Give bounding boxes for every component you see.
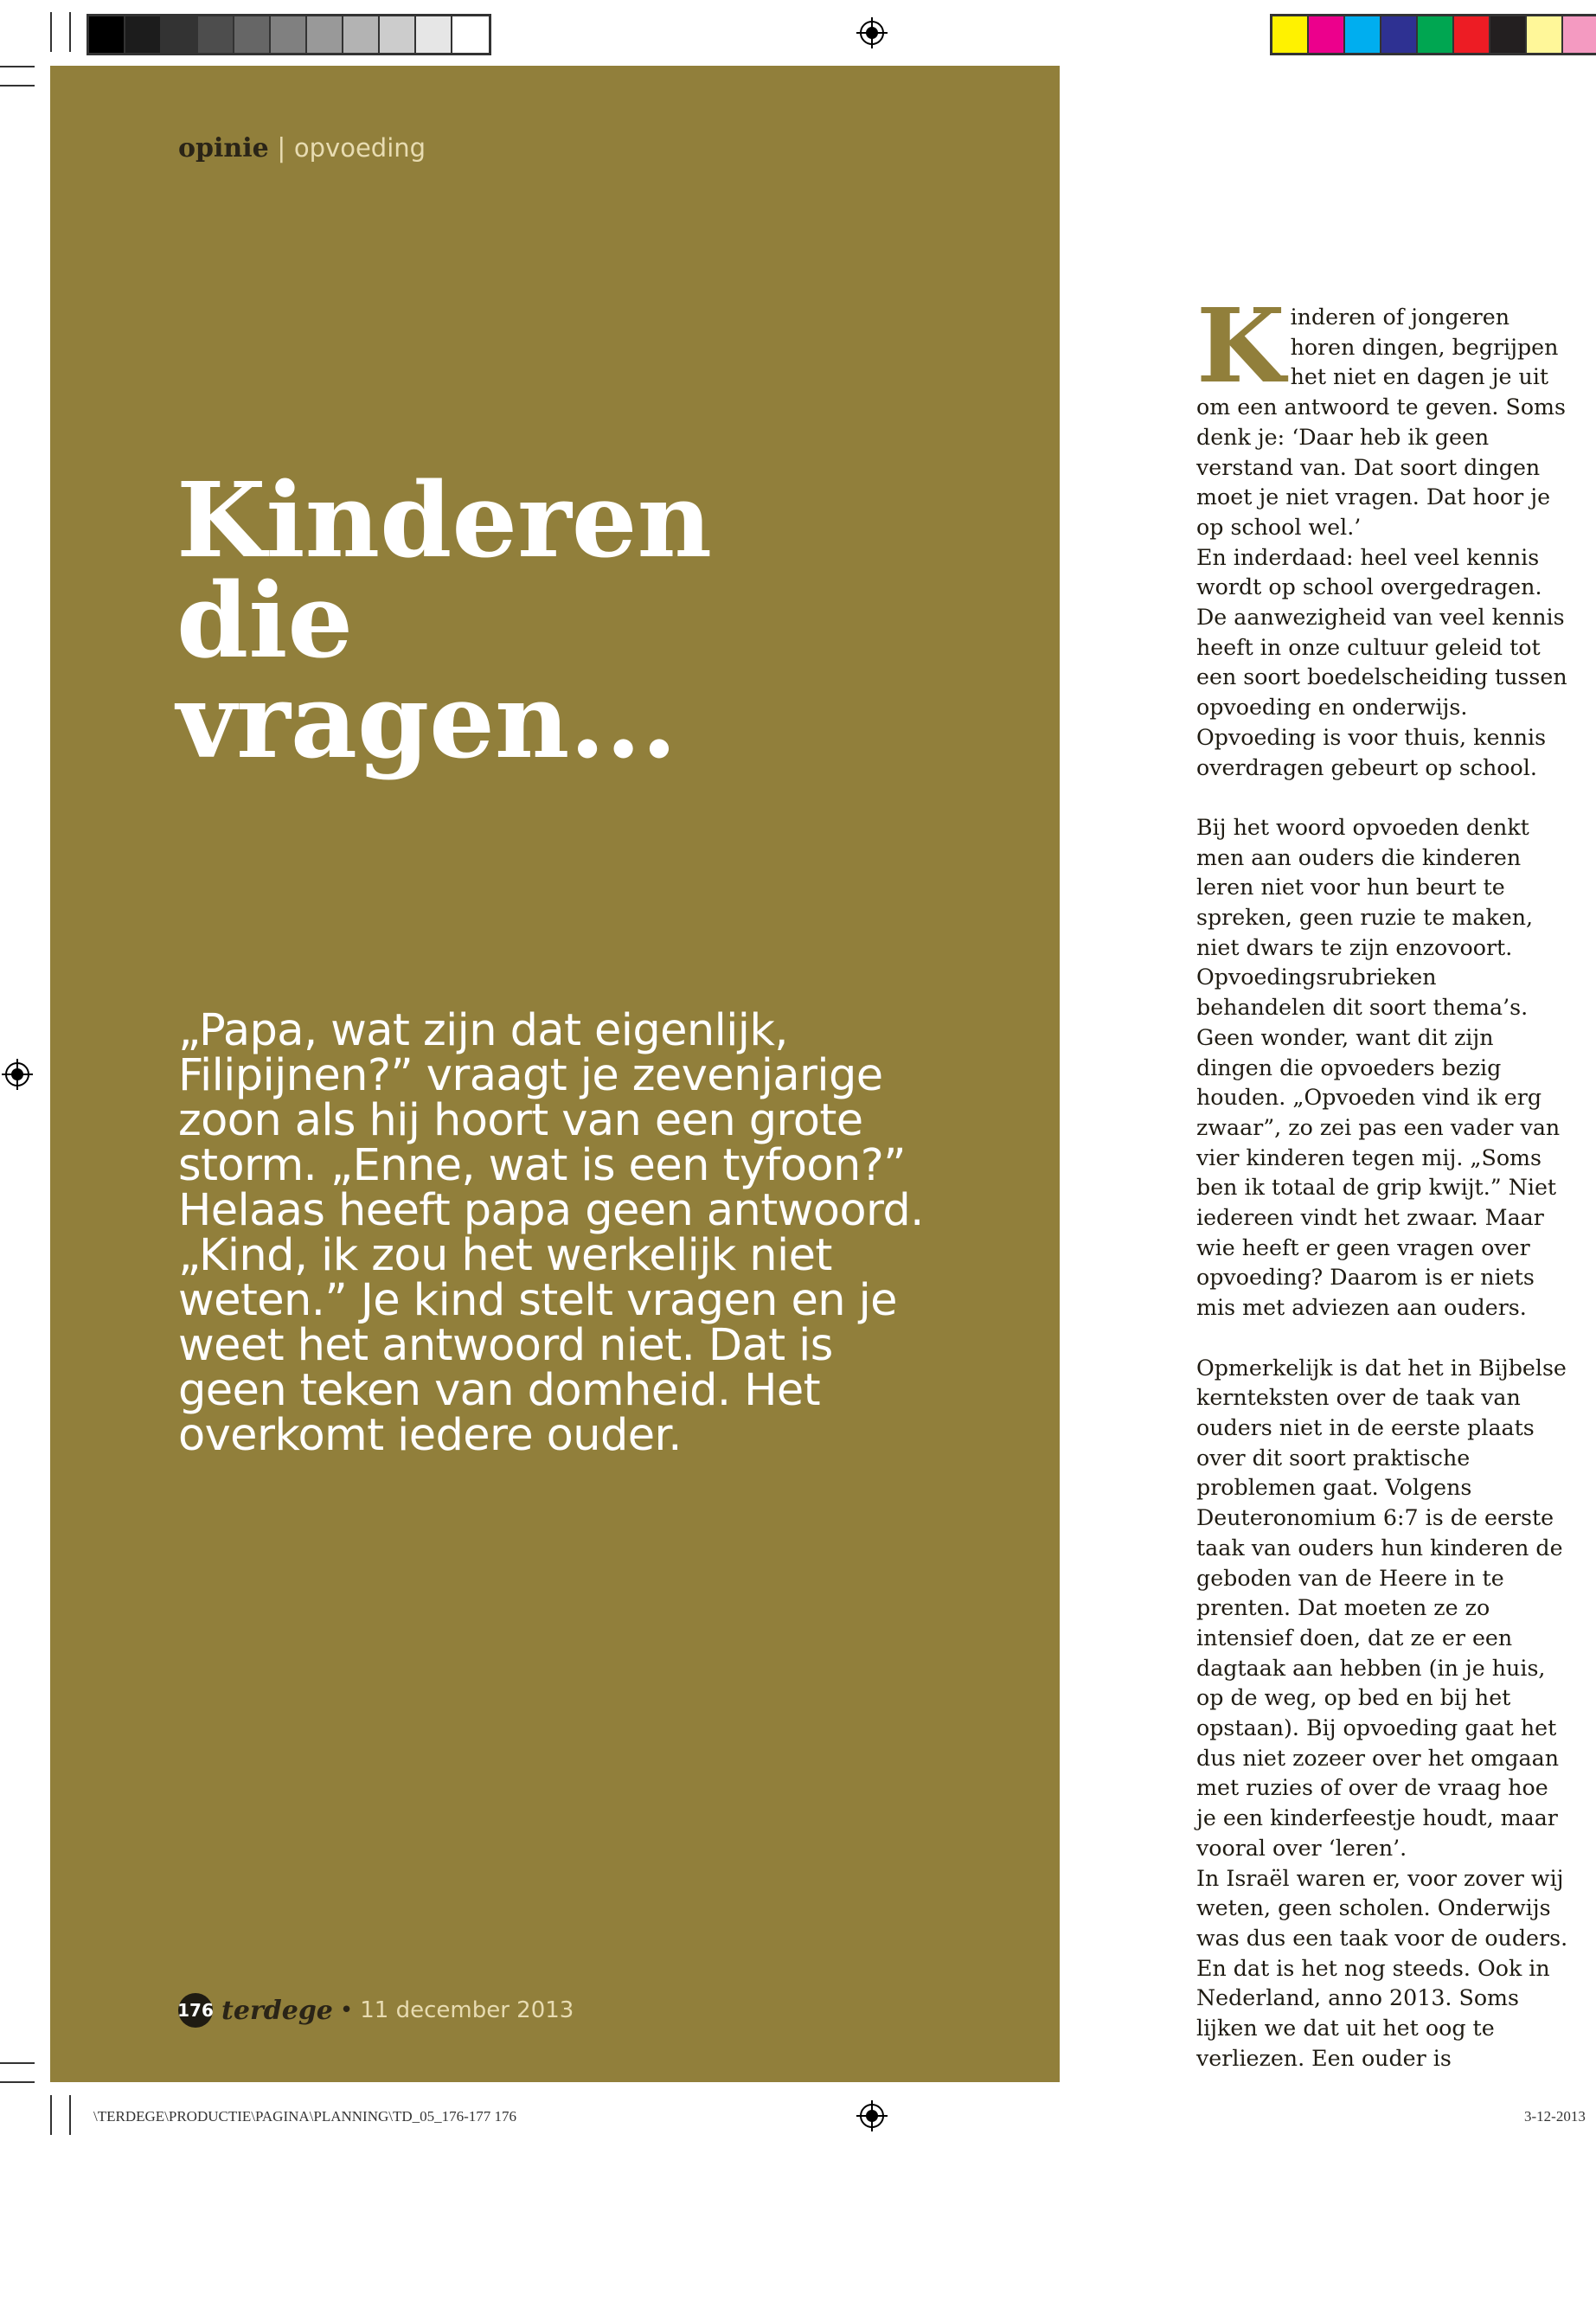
intro-text: „Papa, wat zijn dat eigenlijk, Filipijnen?” vraagt je zevenjarige zoon als hij hoort van een grote storm. „Enne, wat is een tyfoon?” Helaas heeft papa geen antwoord. „Kind, ik zou het werkelijk niet weten.” Je kind stelt vragen en je weet het antwoord niet. Dat is geen teken van domheid. Het overkomt iedere ouder. (178, 1005, 924, 1461)
rubric-separator: | (277, 133, 286, 163)
color-swatch (1345, 16, 1381, 53)
color-swatch (1527, 16, 1563, 53)
magazine-logo: terdege (221, 1995, 333, 2026)
color-swatch (1418, 16, 1454, 53)
article-column (1196, 285, 1568, 2104)
article-paragraph: En inderdaad: heel veel kennis wordt op school overgedragen. De aanwezigheid van veel kennis heeft in onze cultuur geleid tot een soort boedelscheiding tussen opvoeding en onderwijs. Opvoeding is voor thuis, kennis overdragen gebeurt op school. (1196, 544, 1567, 780)
slug-path: \TERDEGE\PRODUCTIE\PAGINA\PLANNING\TD_05_176-177 176 (93, 2108, 517, 2125)
page-number-badge: 176 (178, 1993, 213, 2028)
color-control-strip (1270, 14, 1596, 55)
article-paragraph: Opmerkelijk is dat het in Bijbelse kernteksten over de taak van ouders niet in de eerste plaats over dit soort praktische problemen gaat. Volgens Deuteronomium 6:7 is de eerste taak van ouders hun kinderen de geboden van de Heere in te prenten. Dat moeten ze zo intensief doen, dat ze er een dagtaak aan hebben (in je huis, op de weg, op bed en bij het opstaan). Bij opvoeding gaat het dus niet zozeer over het omgaan met ruzies of over de vraag hoe je een kinderfeestje houdt, maar vooral over ‘leren’. (1196, 1355, 1567, 1861)
color-swatch (343, 16, 380, 53)
color-swatch (416, 16, 452, 53)
crop-mark (69, 2095, 71, 2135)
article-paragraph: In Israël waren er, voor zover wij weten, geen scholen. Onderwijs was dus een taak voor de ouders. En dat is het nog steeds. Ook in Nederland, anno 2013. Soms lijken we dat uit het oog te verliezen. Een ouder is (1196, 1865, 1568, 2071)
color-swatch (89, 16, 125, 53)
olive-panel (50, 66, 1060, 2082)
color-swatch (162, 16, 198, 53)
article-paragraph (1196, 285, 1568, 543)
headline-line: die (176, 561, 354, 682)
crop-mark (0, 66, 35, 67)
issue-date: 11 december 2013 (360, 1997, 574, 2023)
page-title (176, 460, 869, 782)
paragraph-text: inderen of jongeren horen dingen, begrijpen het niet en dagen je uit om een antwoord te geven. Soms denk je: ‘Daar heb ik geen verstand van. Dat soort dingen moet je niet vragen. Dat hoor je op school wel.’ (1196, 304, 1567, 540)
color-swatch (452, 16, 489, 53)
color-swatch (125, 16, 162, 53)
page-footer (178, 1993, 574, 2028)
color-swatch (380, 16, 416, 53)
rubric-topic: opvoeding (293, 133, 426, 163)
gray-control-strip (87, 14, 491, 55)
registration-mark-icon (856, 17, 888, 48)
rubric (178, 133, 426, 163)
crop-mark (50, 2095, 52, 2135)
crop-mark (0, 2062, 35, 2064)
registration-mark-icon (856, 2100, 888, 2131)
drop-cap: K (1196, 285, 1285, 406)
color-swatch (1563, 16, 1596, 53)
crop-mark (50, 12, 52, 52)
slug-date: 3-12-2013 (1524, 2108, 1586, 2125)
headline-line: Kinderen (176, 460, 712, 581)
footer-bullet: • (339, 1997, 354, 2023)
crop-mark (0, 2081, 35, 2083)
color-swatch (1454, 16, 1490, 53)
color-swatch (198, 16, 234, 53)
color-swatch (1490, 16, 1527, 53)
color-swatch (234, 16, 271, 53)
color-swatch (1309, 16, 1345, 53)
color-swatch (271, 16, 307, 53)
rubric-section: opinie (178, 133, 269, 163)
registration-mark-icon (2, 1059, 33, 1090)
article-paragraph: Bij het woord opvoeden denkt men aan ouders die kinderen leren niet voor hun beurt te spreken, geen ruzie te maken, niet dwars te zijn enzovoort. Opvoedingsrubrieken behandelen dit soort thema’s. Geen wonder, want dit zijn dingen die opvoeders bezig houden. „Opvoeden vind ik erg zwaar”, zo zei pas een vader van vier kinderen tegen mij. „Soms ben ik totaal de grip kwijt.” Niet iedereen vindt het zwaar. Maar wie heeft er geen vragen over opvoeding? Daarom is er niets mis met adviezen aan ouders. (1196, 814, 1561, 1321)
color-swatch (1381, 16, 1418, 53)
crop-mark (69, 12, 71, 52)
crop-mark (0, 85, 35, 87)
color-swatch (307, 16, 343, 53)
color-swatch (1272, 16, 1309, 53)
headline-line: vragen... (176, 661, 677, 782)
